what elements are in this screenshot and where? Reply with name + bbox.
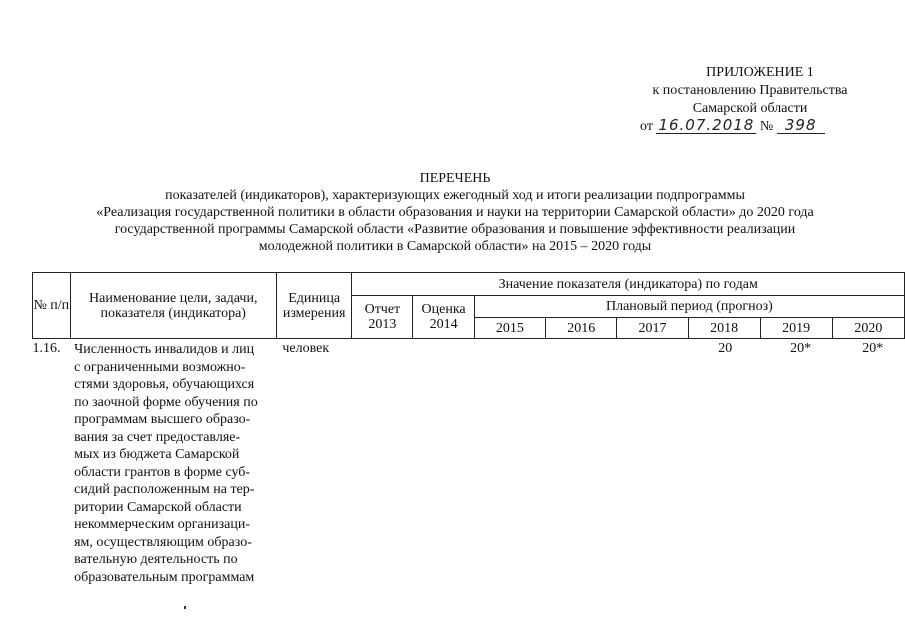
- row-name-line: вательную деятельность по: [74, 552, 238, 567]
- header-year: 2020: [832, 318, 904, 339]
- table-row: [33, 339, 905, 587]
- value-2014: [413, 339, 474, 587]
- header-plan-group: Плановый период (прогноз): [474, 296, 904, 318]
- handwritten-date: 16.07.2018: [658, 116, 755, 134]
- value-2016: [546, 339, 617, 587]
- header-name: Наименование цели, задачи, показателя (индикатора): [70, 273, 276, 339]
- header-year: 2019: [760, 318, 832, 339]
- value-2017: [617, 339, 688, 587]
- row-name-line: стями здоровья, обучающихся: [74, 377, 255, 392]
- appendix-resolution: к постановлению Правительства: [652, 83, 848, 98]
- header-estimate-2014: Оценка 2014: [413, 296, 474, 339]
- row-name-line: области грантов в форме суб-: [74, 464, 251, 480]
- title-line-2: «Реализация государственной политики в области образования и науки на территории Самарской области» до 2020 года: [96, 205, 814, 220]
- value-2015: [474, 339, 545, 587]
- row-name-line: с ограниченными возможно-: [74, 359, 246, 375]
- header-values-group: Значение показателя (индикатора) по годам: [352, 273, 905, 296]
- header-unit: Единица измерения: [276, 273, 352, 339]
- appendix-title: ПРИЛОЖЕНИЕ 1: [706, 65, 814, 80]
- header-year: 2016: [546, 318, 617, 339]
- header-num: № п/п: [33, 273, 71, 339]
- header-report-2013: Отчет 2013: [352, 296, 413, 339]
- header-year: 2017: [617, 318, 688, 339]
- row-name-line: образовательным программам: [74, 569, 255, 585]
- header-year: 2015: [474, 318, 545, 339]
- number-prefix: №: [759, 119, 774, 134]
- document-title: [40, 170, 870, 255]
- row-name-line: программам высшего образо-: [74, 412, 251, 427]
- title-line-3: государственной программы Самарской области «Развитие образования и повышение эффективности реализации: [114, 222, 796, 237]
- title-line-4: молодежной политики в Самарской области» на 2015 – 2020 годы: [258, 239, 652, 254]
- scan-speck: [184, 606, 186, 609]
- date-prefix: от: [640, 119, 653, 134]
- row-num: 1.16.: [32, 341, 61, 356]
- row-name-line: вания за счет предоставляе-: [74, 429, 241, 445]
- appendix-region: Самарской области: [692, 101, 808, 116]
- value-2019: 20*: [790, 341, 812, 356]
- value-2020: 20*: [862, 341, 884, 356]
- row-unit: человек: [282, 341, 330, 356]
- row-name-line: ям, осуществляющим образо-: [74, 534, 252, 550]
- handwritten-number: 398: [777, 118, 825, 134]
- value-2013: [352, 339, 413, 587]
- value-2018: 20: [718, 341, 733, 356]
- row-name-line: Численность инвалидов и лиц: [74, 342, 255, 357]
- title-heading: ПЕРЕЧЕНЬ: [419, 171, 491, 186]
- appendix-block: [600, 64, 900, 136]
- row-name-line: мых из бюджета Самарской: [74, 447, 240, 462]
- title-line-1: показателей (индикаторов), характеризующих ежегодный ход и итоги реализации подпрограммы: [165, 188, 745, 203]
- appendix-date-line: [600, 118, 900, 136]
- row-name: [70, 339, 276, 587]
- row-name-line: ритории Самарской области: [74, 499, 242, 515]
- row-name-line: некоммерческим организаци-: [74, 517, 251, 532]
- header-year: 2018: [688, 318, 760, 339]
- row-name-line: сидий расположенным на тер-: [74, 482, 255, 497]
- row-name-line: по заочной форме обучения по: [74, 394, 258, 410]
- indicators-table: [32, 272, 905, 586]
